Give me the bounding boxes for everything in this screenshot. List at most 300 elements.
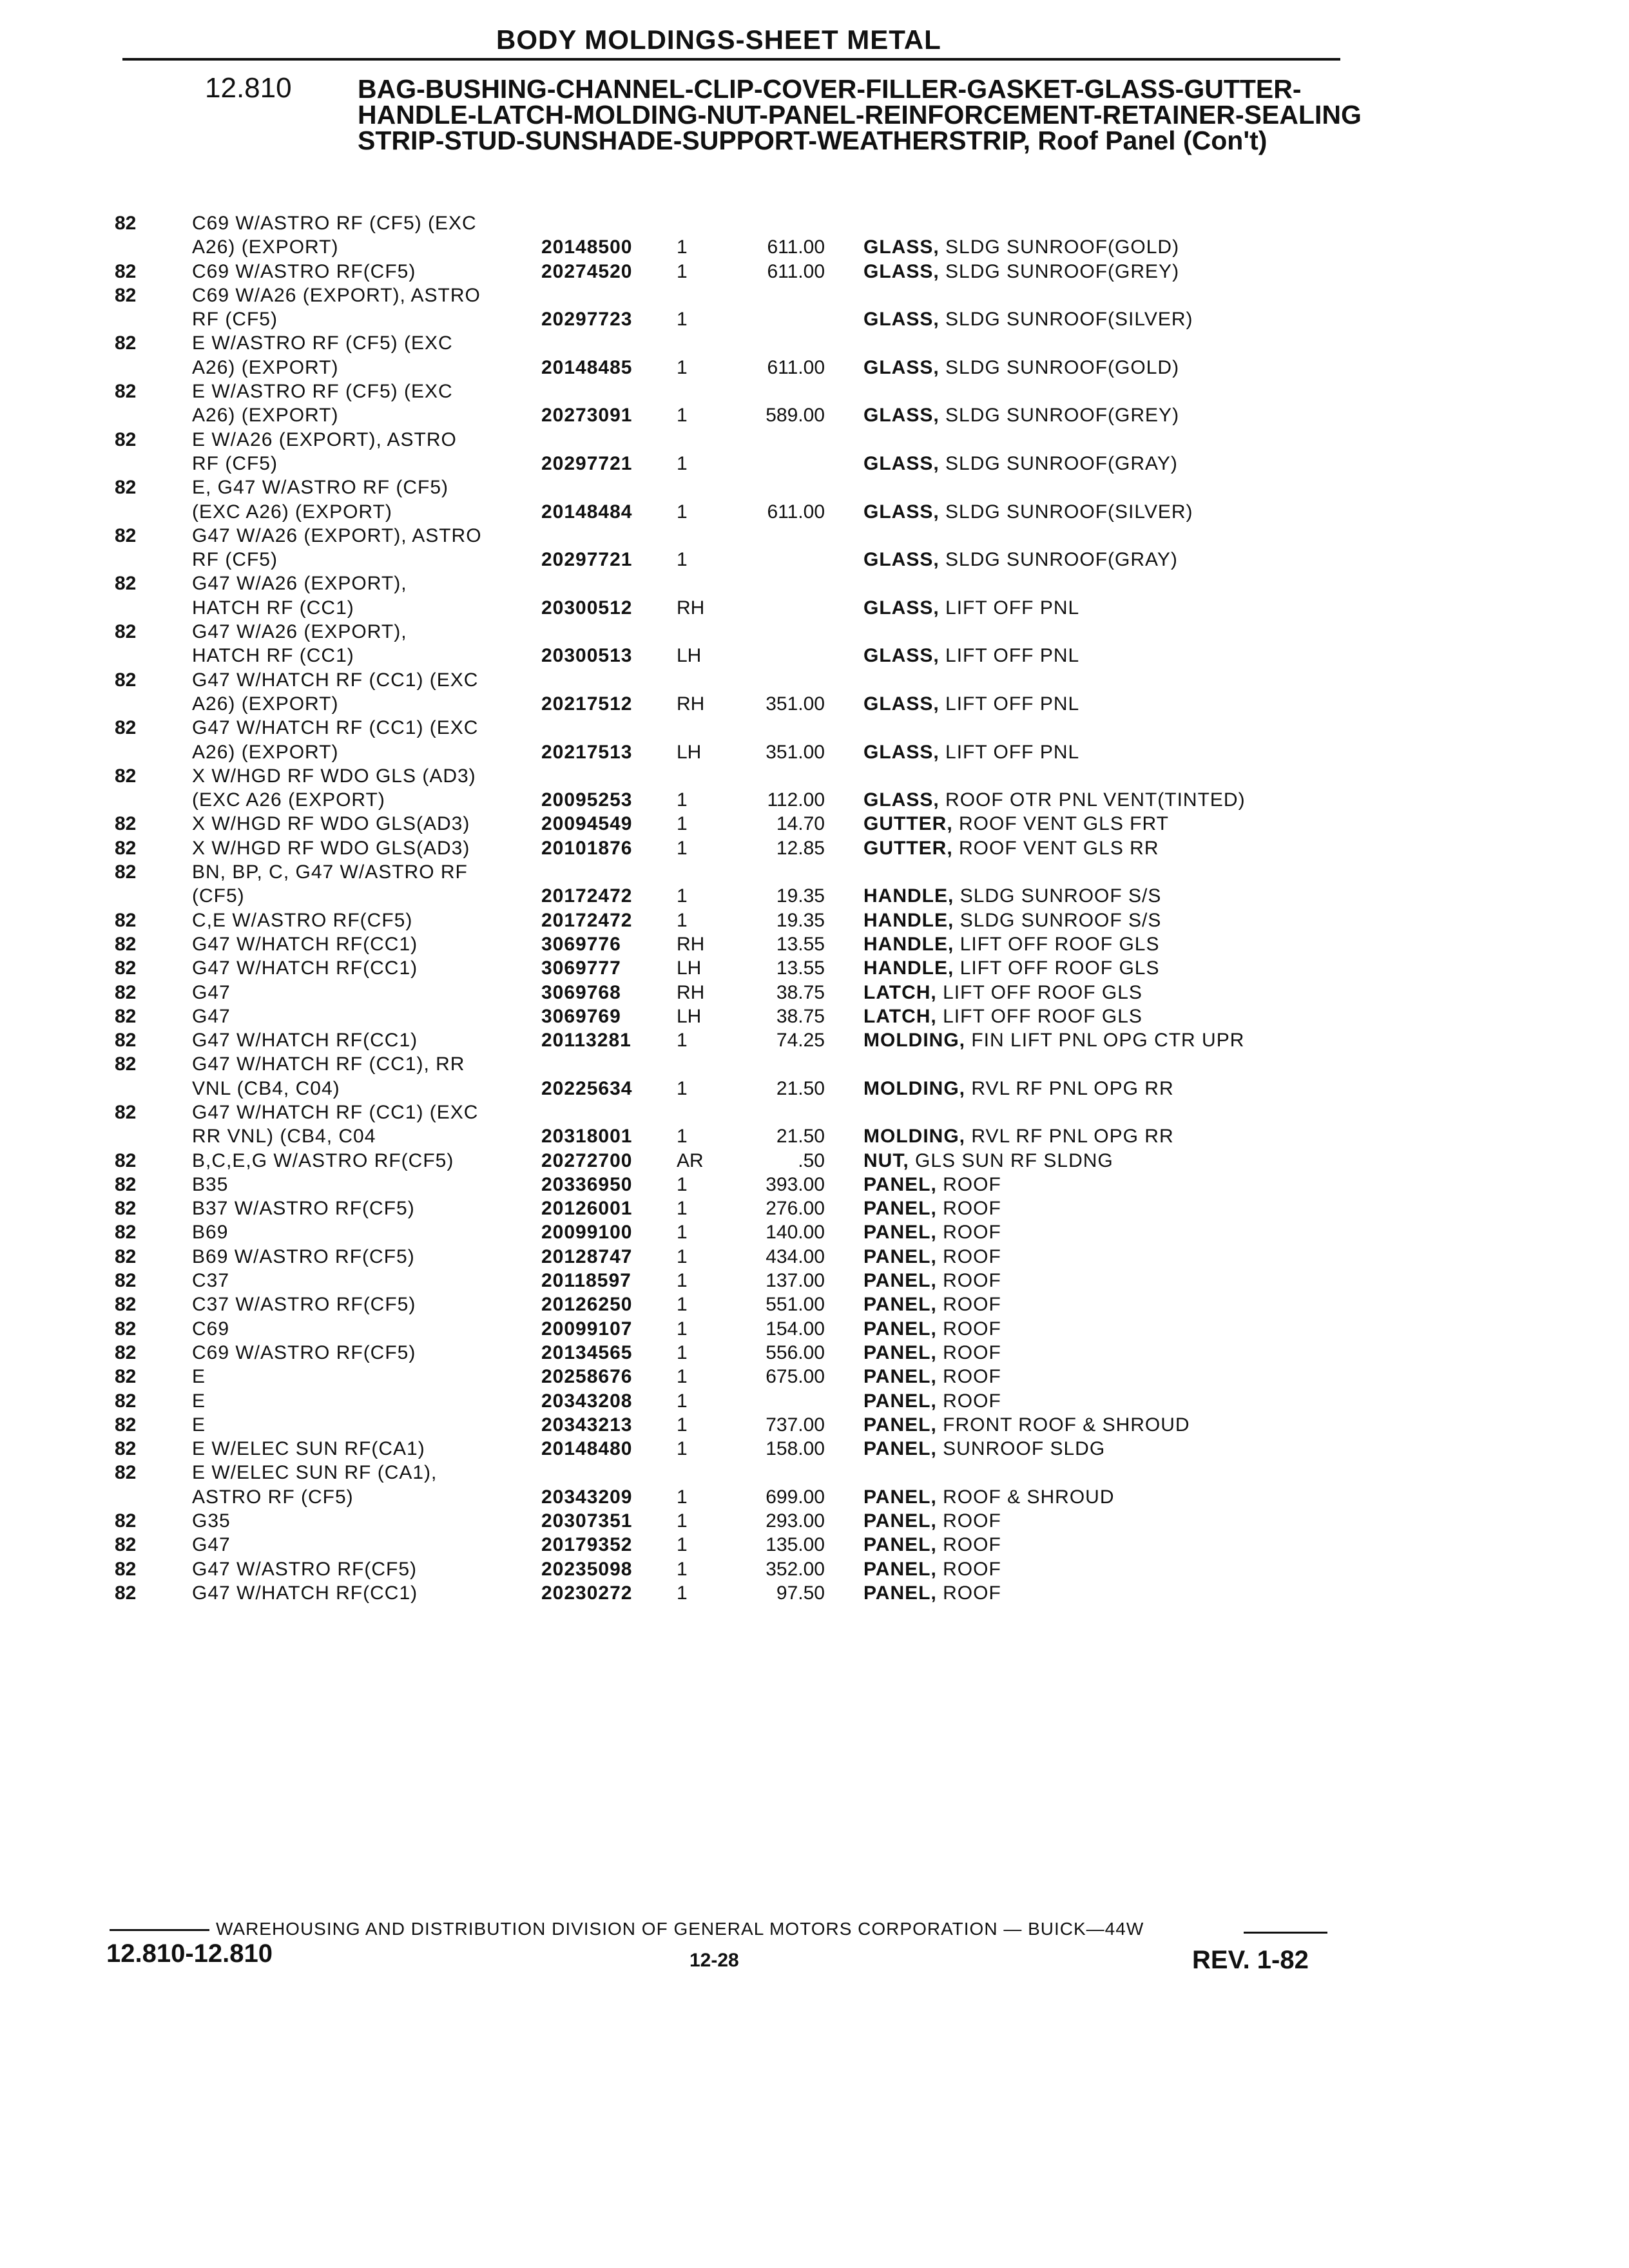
list-item: [0, 261, 1629, 285]
part-description-text: ROOF VENT GLS FRT: [959, 813, 1169, 835]
quantity: 1: [677, 789, 688, 811]
part-description: [863, 309, 1340, 331]
application: VNL (CB4, C04): [192, 1077, 340, 1099]
part-description: [863, 1126, 1340, 1148]
part-description-text: ROOF: [943, 1245, 1001, 1267]
part-description: [863, 501, 1340, 523]
application: A26) (EXPORT): [192, 405, 339, 427]
part-description-text: SLDG SUNROOF(GRAY): [945, 452, 1178, 474]
part-description: [863, 838, 1340, 860]
list-item: [0, 1078, 1629, 1102]
part-noun: GUTTER,: [863, 813, 953, 835]
part-description: [863, 1318, 1340, 1340]
application: RF (CF5): [192, 309, 278, 331]
quantity: 1: [677, 1341, 688, 1363]
quantity: 1: [677, 1390, 688, 1412]
part-number: 20258676: [541, 1366, 633, 1388]
model-year: 82: [115, 1414, 137, 1436]
part-noun: PANEL,: [863, 1318, 937, 1340]
footer-rule-left: [110, 1929, 209, 1931]
part-description-text: LIFT OFF ROOF GLS: [943, 981, 1142, 1003]
price: 675.00: [766, 1366, 825, 1388]
price: 135.00: [766, 1534, 825, 1556]
part-description-text: LIFT OFF ROOF GLS: [959, 957, 1160, 979]
part-noun: GLASS,: [863, 597, 940, 619]
application: G47 W/HATCH RF(CC1): [192, 1030, 418, 1052]
part-number: 20343209: [541, 1486, 633, 1508]
application: G47 W/HATCH RF(CC1): [192, 957, 418, 979]
application: A26) (EXPORT): [192, 356, 339, 378]
part-noun: PANEL,: [863, 1558, 937, 1580]
quantity: 1: [677, 452, 688, 474]
quantity: 1: [677, 1558, 688, 1580]
application: G47 W/HATCH RF (CC1) (EXC: [192, 669, 479, 691]
application: G47: [192, 1005, 231, 1027]
application: (EXC A26) (EXPORT): [192, 501, 392, 523]
part-noun: HANDLE,: [863, 885, 954, 907]
list-item: [0, 1150, 1629, 1174]
price: 154.00: [766, 1318, 825, 1340]
model-year: 82: [115, 381, 137, 403]
part-description: [863, 982, 1340, 1004]
section-description: [358, 76, 1363, 153]
application: C37: [192, 1270, 230, 1292]
price: 589.00: [766, 405, 825, 427]
part-noun: HANDLE,: [863, 933, 954, 955]
quantity: 1: [677, 1438, 688, 1460]
header-rule: [122, 58, 1340, 61]
part-description-text: ROOF: [943, 1390, 1001, 1412]
model-year: 82: [115, 1341, 137, 1363]
part-number: 20094549: [541, 813, 633, 835]
part-description-text: SLDG SUNROOF(GREY): [945, 260, 1180, 282]
part-description: [863, 261, 1340, 283]
model-year: 82: [115, 1222, 137, 1244]
application: HATCH RF (CC1): [192, 597, 354, 619]
model-year: 82: [115, 765, 137, 787]
part-description: [863, 957, 1340, 979]
part-description: [863, 236, 1340, 258]
part-description-text: RVL RF PNL OPG RR: [971, 1077, 1174, 1099]
part-description: [863, 1174, 1340, 1196]
price: 352.00: [766, 1558, 825, 1580]
list-item: [0, 573, 1629, 597]
list-item: [0, 645, 1629, 669]
list-item: [0, 982, 1629, 1006]
list-item: [0, 1294, 1629, 1318]
part-description-text: SUNROOF SLDG: [943, 1438, 1106, 1460]
part-description: [863, 1510, 1340, 1532]
price: 19.35: [776, 909, 825, 931]
part-noun: GLASS,: [863, 452, 940, 474]
part-number: 20099107: [541, 1318, 633, 1340]
model-year: 82: [115, 524, 137, 546]
application: G47 W/HATCH RF(CC1): [192, 1582, 418, 1604]
part-noun: MOLDING,: [863, 1126, 965, 1148]
application: BN, BP, C, G47 W/ASTRO RF: [192, 861, 468, 883]
list-item: [0, 1342, 1629, 1366]
part-noun: NUT,: [863, 1149, 909, 1171]
part-number: 20101876: [541, 837, 633, 859]
application: E W/ASTRO RF (CF5) (EXC: [192, 332, 453, 354]
application: C69 W/A26 (EXPORT), ASTRO: [192, 284, 481, 306]
part-noun: PANEL,: [863, 1582, 937, 1604]
part-description: [863, 1270, 1340, 1292]
part-description: [863, 1198, 1340, 1220]
part-description: [863, 1294, 1340, 1316]
part-description: [863, 357, 1340, 379]
part-description-text: ROOF: [943, 1198, 1001, 1220]
part-description: [863, 645, 1340, 667]
application: G47 W/HATCH RF(CC1): [192, 933, 418, 955]
part-noun: GLASS,: [863, 260, 940, 282]
application: G47 W/A26 (EXPORT),: [192, 573, 407, 595]
application: B37 W/ASTRO RF(CF5): [192, 1198, 415, 1220]
part-number: 20274520: [541, 260, 633, 282]
model-year: 82: [115, 861, 137, 883]
application: B35: [192, 1173, 229, 1195]
price: 351.00: [766, 741, 825, 763]
continued-label: (Con't): [1182, 126, 1268, 155]
price: 97.50: [776, 1582, 825, 1604]
quantity: RH: [677, 981, 705, 1003]
price: 21.50: [776, 1126, 825, 1148]
application: A26) (EXPORT): [192, 236, 339, 258]
part-description-text: SLDG SUNROOF(SILVER): [945, 309, 1193, 331]
part-noun: PANEL,: [863, 1414, 937, 1436]
part-number: 20113281: [541, 1030, 631, 1052]
price: 611.00: [767, 260, 825, 282]
model-year: 82: [115, 1510, 137, 1532]
part-noun: GLASS,: [863, 405, 940, 427]
part-number: 3069768: [541, 981, 621, 1003]
price: 434.00: [766, 1245, 825, 1267]
model-year: 82: [115, 1294, 137, 1316]
model-year: 82: [115, 669, 137, 691]
quantity: 1: [677, 549, 688, 571]
price: 74.25: [776, 1030, 825, 1052]
part-number: 20297721: [541, 549, 633, 571]
application: E W/ASTRO RF (CF5) (EXC: [192, 381, 453, 403]
model-year: 82: [115, 1270, 137, 1292]
list-item: [0, 1582, 1629, 1606]
quantity: 1: [677, 1366, 688, 1388]
application: E: [192, 1366, 206, 1388]
list-item: [0, 885, 1629, 909]
application: C69 W/ASTRO RF(CF5): [192, 1341, 416, 1363]
part-number: 20343208: [541, 1390, 633, 1412]
list-item: [0, 453, 1629, 477]
model-year: 82: [115, 1005, 137, 1027]
model-year: 82: [115, 1438, 137, 1460]
list-item: [0, 789, 1629, 813]
part-description-text: ROOF: [943, 1341, 1001, 1363]
price: 137.00: [766, 1270, 825, 1292]
part-description: [863, 934, 1340, 956]
application: X W/HGD RF WDO GLS(AD3): [192, 813, 470, 835]
part-description-text: LIFT OFF PNL: [945, 645, 1080, 667]
application: X W/HGD RF WDO GLS(AD3): [192, 837, 470, 859]
list-item: [0, 957, 1629, 981]
list-item: [0, 405, 1629, 428]
part-number: 20118597: [541, 1270, 631, 1292]
part-description-text: ROOF: [943, 1173, 1001, 1195]
part-description: [863, 405, 1340, 427]
part-description: [863, 1246, 1340, 1268]
part-noun: MOLDING,: [863, 1077, 965, 1099]
quantity: 1: [677, 405, 688, 427]
price: 551.00: [766, 1294, 825, 1316]
quantity: LH: [677, 645, 702, 667]
part-description-text: ROOF: [943, 1294, 1001, 1316]
part-noun: PANEL,: [863, 1510, 937, 1532]
list-item: [0, 1102, 1629, 1126]
quantity: RH: [677, 693, 705, 715]
quantity: LH: [677, 1005, 702, 1027]
list-item: [0, 381, 1629, 405]
price: .50: [798, 1149, 825, 1171]
list-item: [0, 1486, 1629, 1510]
part-number: 20336950: [541, 1173, 633, 1195]
quantity: 1: [677, 1270, 688, 1292]
quantity: LH: [677, 741, 702, 763]
price: 140.00: [766, 1222, 825, 1244]
quantity: 1: [677, 1294, 688, 1316]
part-noun: GLASS,: [863, 501, 940, 523]
section-description-text: BAG-BUSHING-CHANNEL-CLIP-COVER-FILLER-GASKET-GLASS-GUTTER-HANDLE-LATCH-MOLDING-NUT-PANEL-REINFORCEMENT-RETAINER-SEALING STRIP-STUD-SUNSHADE-SUPPORT-WEATHERSTRIP, Roof Panel: [358, 74, 1362, 155]
model-year: 82: [115, 1173, 137, 1195]
list-item: [0, 838, 1629, 861]
model-year: 82: [115, 1053, 137, 1075]
application: C69 W/ASTRO RF(CF5): [192, 260, 416, 282]
list-item: [0, 693, 1629, 717]
part-number: 20297721: [541, 452, 633, 474]
list-item: [0, 1390, 1629, 1414]
part-noun: PANEL,: [863, 1486, 937, 1508]
part-noun: MOLDING,: [863, 1030, 965, 1052]
price: 13.55: [776, 957, 825, 979]
application: E: [192, 1390, 206, 1412]
part-description-text: ROOF: [943, 1222, 1001, 1244]
part-noun: PANEL,: [863, 1438, 937, 1460]
price: 737.00: [766, 1414, 825, 1436]
quantity: 1: [677, 1534, 688, 1556]
part-number: 20172472: [541, 885, 633, 907]
price: 393.00: [766, 1173, 825, 1195]
part-number: 20099100: [541, 1222, 633, 1244]
list-item: [0, 1559, 1629, 1582]
part-number: 20172472: [541, 909, 633, 931]
part-description: [863, 693, 1340, 715]
part-noun: GLASS,: [863, 789, 940, 811]
part-description: [863, 742, 1340, 764]
price: 699.00: [766, 1486, 825, 1508]
model-year: 82: [115, 909, 137, 931]
footer-page-number: 12-28: [689, 1950, 739, 1971]
part-number: 20217512: [541, 693, 633, 715]
model-year: 82: [115, 213, 137, 234]
list-item: [0, 1126, 1629, 1149]
application: C69: [192, 1318, 230, 1340]
list-item: [0, 1006, 1629, 1030]
model-year: 82: [115, 981, 137, 1003]
application: E W/ELEC SUN RF (CA1),: [192, 1462, 438, 1484]
list-item: [0, 1174, 1629, 1198]
list-item: [0, 477, 1629, 501]
model-year: 82: [115, 1534, 137, 1556]
part-description-text: LIFT OFF PNL: [945, 597, 1080, 619]
model-year: 82: [115, 717, 137, 739]
part-number: 20297723: [541, 309, 633, 331]
part-number: 20179352: [541, 1534, 633, 1556]
part-description-text: SLDG SUNROOF(GREY): [945, 405, 1180, 427]
list-item: [0, 717, 1629, 741]
part-noun: PANEL,: [863, 1173, 937, 1195]
model-year: 82: [115, 573, 137, 595]
list-item: [0, 765, 1629, 789]
model-year: 82: [115, 957, 137, 979]
part-number: 20217513: [541, 741, 633, 763]
part-noun: GLASS,: [863, 549, 940, 571]
part-number: 20148485: [541, 356, 633, 378]
part-description-text: SLDG SUNROOF S/S: [959, 885, 1162, 907]
application: B,C,E,G W/ASTRO RF(CF5): [192, 1149, 454, 1171]
application: B69: [192, 1222, 229, 1244]
application: C,E W/ASTRO RF(CF5): [192, 909, 413, 931]
part-description-text: SLDG SUNROOF S/S: [959, 909, 1162, 931]
application: G35: [192, 1510, 231, 1532]
list-item: [0, 501, 1629, 525]
part-number: 20148500: [541, 236, 633, 258]
application: RR VNL) (CB4, C04: [192, 1126, 376, 1148]
price: 12.85: [776, 837, 825, 859]
part-description-text: ROOF: [943, 1582, 1001, 1604]
part-description-text: FIN LIFT PNL OPG CTR UPR: [971, 1030, 1245, 1052]
application: RF (CF5): [192, 452, 278, 474]
part-noun: LATCH,: [863, 981, 937, 1003]
part-number: 20230272: [541, 1582, 633, 1604]
application: G47 W/ASTRO RF(CF5): [192, 1558, 418, 1580]
application: A26) (EXPORT): [192, 741, 339, 763]
part-number: 20148480: [541, 1438, 633, 1460]
list-item: [0, 429, 1629, 453]
application: G47 W/HATCH RF (CC1), RR: [192, 1053, 465, 1075]
application: E W/ELEC SUN RF(CA1): [192, 1438, 425, 1460]
part-description-text: SLDG SUNROOF(GOLD): [945, 236, 1180, 258]
model-year: 82: [115, 813, 137, 835]
price: 19.35: [776, 885, 825, 907]
part-number: 20126250: [541, 1294, 633, 1316]
quantity: 1: [677, 356, 688, 378]
model-year: 82: [115, 428, 137, 450]
part-noun: PANEL,: [863, 1222, 937, 1244]
price: 611.00: [767, 236, 825, 258]
list-item: [0, 1270, 1629, 1294]
price: 158.00: [766, 1438, 825, 1460]
list-item: [0, 1318, 1629, 1342]
quantity: 1: [677, 309, 688, 331]
list-item: [0, 285, 1629, 309]
list-item: [0, 910, 1629, 934]
list-item: [0, 742, 1629, 765]
application: RF (CF5): [192, 549, 278, 571]
part-noun: PANEL,: [863, 1534, 937, 1556]
part-noun: PANEL,: [863, 1245, 937, 1267]
list-item: [0, 1198, 1629, 1222]
part-noun: PANEL,: [863, 1341, 937, 1363]
section-number: 12.810: [205, 72, 292, 104]
model-year: 82: [115, 1390, 137, 1412]
part-number: 20134565: [541, 1341, 633, 1363]
part-description-text: SLDG SUNROOF(GOLD): [945, 356, 1180, 378]
part-description: [863, 910, 1340, 932]
part-description-text: LIFT OFF PNL: [945, 693, 1080, 715]
application: G47 W/A26 (EXPORT),: [192, 621, 407, 643]
part-number: 20343213: [541, 1414, 633, 1436]
model-year: 82: [115, 1030, 137, 1052]
part-noun: GLASS,: [863, 645, 940, 667]
part-description-text: LIFT OFF ROOF GLS: [959, 933, 1160, 955]
price: 611.00: [767, 356, 825, 378]
list-item: [0, 1053, 1629, 1077]
part-noun: GLASS,: [863, 693, 940, 715]
quantity: 1: [677, 1414, 688, 1436]
part-number: 20225634: [541, 1077, 633, 1099]
quantity: 1: [677, 1198, 688, 1220]
list-item: [0, 309, 1629, 332]
model-year: 82: [115, 1318, 137, 1340]
page-title: BODY MOLDINGS-SHEET METAL: [496, 24, 941, 55]
quantity: 1: [677, 236, 688, 258]
part-number: 3069777: [541, 957, 621, 979]
part-description: [863, 1414, 1340, 1436]
quantity: RH: [677, 597, 705, 619]
part-description-text: ROOF: [943, 1558, 1001, 1580]
model-year: 82: [115, 621, 137, 643]
quantity: 1: [677, 260, 688, 282]
price: 351.00: [766, 693, 825, 715]
part-number: 20148484: [541, 501, 633, 523]
part-description-text: LIFT OFF PNL: [945, 741, 1080, 763]
price: 38.75: [776, 981, 825, 1003]
application: A26) (EXPORT): [192, 693, 339, 715]
list-item: [0, 1414, 1629, 1438]
part-description: [863, 1366, 1340, 1388]
model-year: 82: [115, 1462, 137, 1484]
part-description: [863, 1006, 1340, 1028]
model-year: 82: [115, 837, 137, 859]
application: X W/HGD RF WDO GLS (AD3): [192, 765, 476, 787]
part-description-text: LIFT OFF ROOF GLS: [943, 1005, 1142, 1027]
list-item: [0, 669, 1629, 693]
part-noun: GUTTER,: [863, 837, 953, 859]
part-description-text: FRONT ROOF & SHROUD: [943, 1414, 1190, 1436]
part-noun: GLASS,: [863, 309, 940, 331]
part-noun: PANEL,: [863, 1294, 937, 1316]
model-year: 82: [115, 933, 137, 955]
part-description: [863, 1030, 1340, 1052]
list-item: [0, 1366, 1629, 1390]
part-number: 20300513: [541, 645, 633, 667]
part-noun: PANEL,: [863, 1366, 937, 1388]
application: (EXC A26 (EXPORT): [192, 789, 385, 811]
price: 112.00: [767, 789, 825, 811]
list-item: [0, 813, 1629, 837]
part-number: 20307351: [541, 1510, 633, 1532]
part-description: [863, 1438, 1340, 1460]
footer-publisher-line: WAREHOUSING AND DISTRIBUTION DIVISION OF GENERAL MOTORS CORPORATION — BUICK—44W: [216, 1919, 1144, 1939]
part-description: [863, 597, 1340, 619]
